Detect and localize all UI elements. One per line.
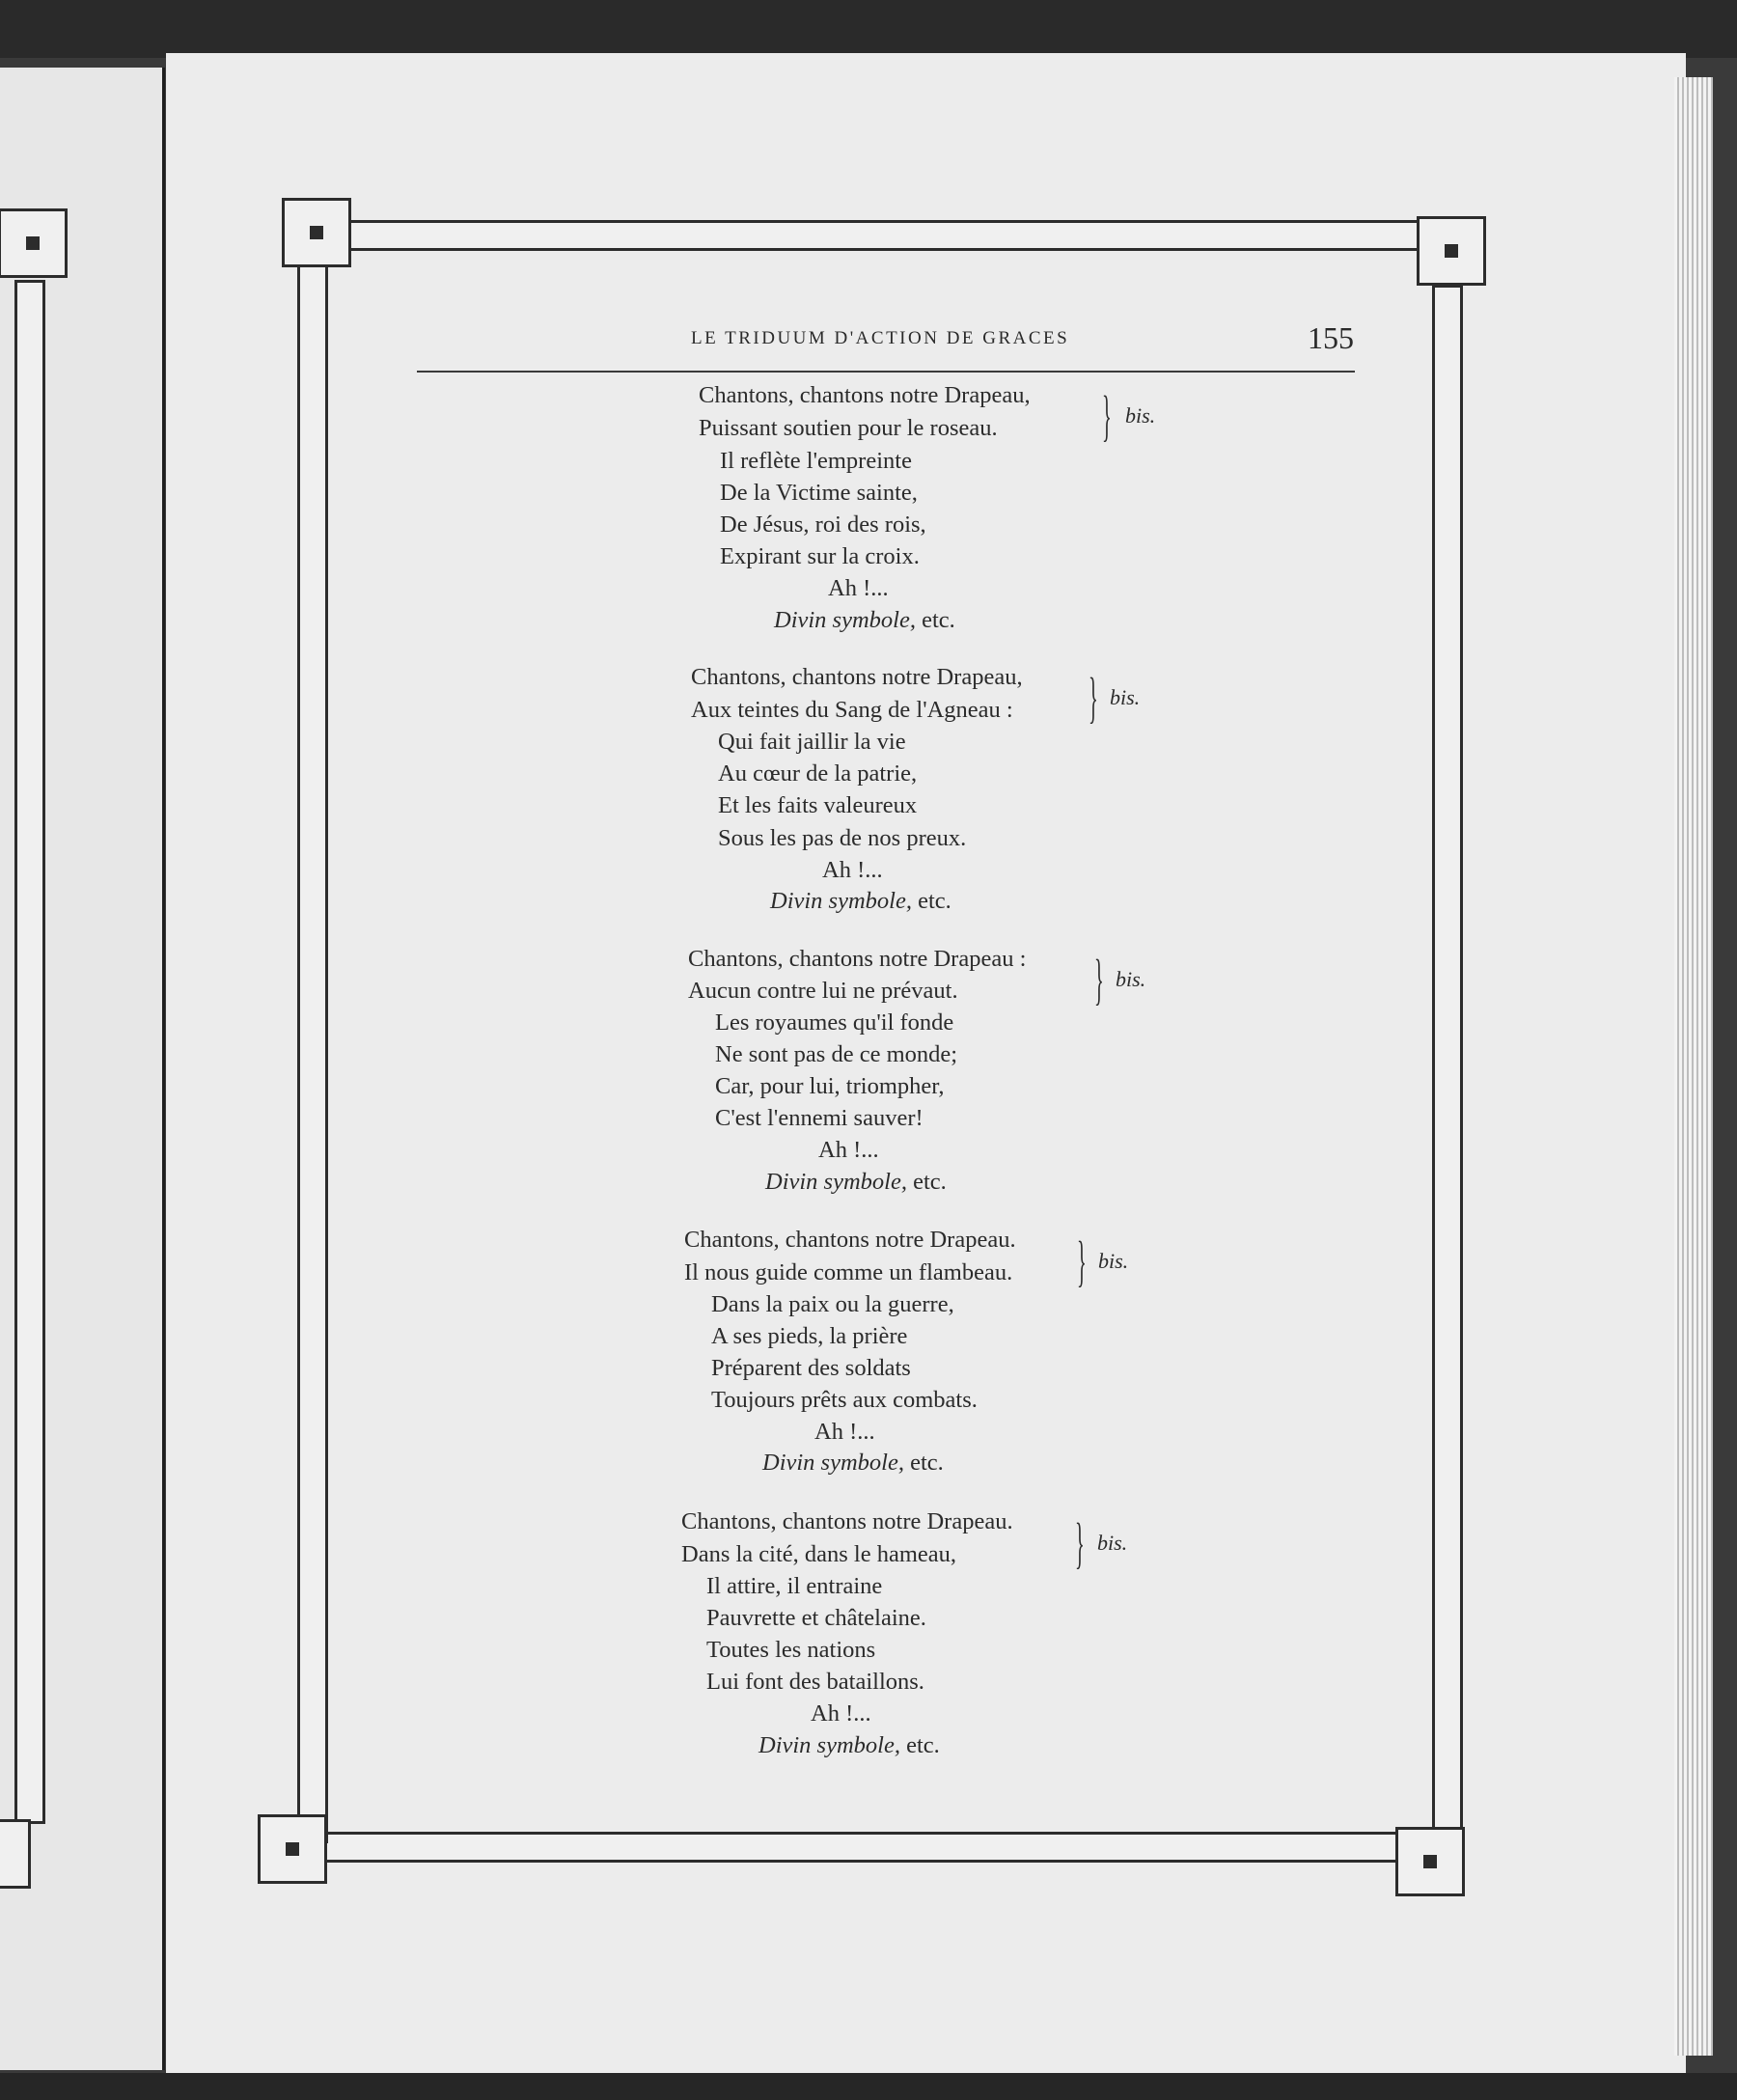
verse-line: Dans la paix ou la guerre, [711,1291,954,1317]
verse-line: Au cœur de la patrie, [718,760,918,787]
couplet-line: Chantons, chantons notre Drapeau. [681,1508,1013,1534]
exclamation: Ah !... [822,857,883,883]
scan-bottom-band [0,2073,1737,2100]
repeat-brace-icon: } [1102,384,1112,447]
header-rule [417,371,1355,373]
repeat-brace-icon: } [1089,666,1098,729]
verse-line: Car, pour lui, triompher, [715,1073,945,1099]
repeat-marker: bis. [1116,967,1146,991]
exclamation: Ah !... [814,1419,875,1445]
repeat-marker: bis. [1098,1249,1129,1273]
verse-line: Il reflète l'empreinte [720,448,912,474]
refrain-suffix: etc. [918,888,951,914]
verse-line: Préparent des soldats [711,1355,911,1381]
verse-line: Toujours prêts aux combats. [711,1387,978,1413]
repeat-marker: bis. [1097,1531,1128,1555]
repeat-brace-icon: } [1075,1511,1085,1574]
verse-line: Lui font des bataillons. [706,1669,924,1695]
refrain-italic: Divin symbole, [774,607,916,633]
corner-square-icon [1445,244,1458,258]
verse-line: Pauvrette et châtelaine. [706,1605,926,1631]
couplet-line: Aux teintes du Sang de l'Agneau : [691,697,1013,723]
frame-bottom-rail [309,1832,1419,1863]
verse-line: C'est l'ennemi sauver! [715,1105,924,1131]
repeat-brace-icon: } [1094,948,1104,1010]
corner-square-icon [1423,1855,1437,1868]
repeat-marker: bis. [1110,685,1141,709]
refrain-line [770,888,951,915]
frame-corner-bottom-right [1395,1827,1465,1896]
page-number: 155 [1308,320,1354,355]
verse-line: Sous les pas de nos preux. [718,825,967,851]
exclamation: Ah !... [828,575,889,601]
frame-right-rail [1432,285,1463,1838]
verse-line: Et les faits valeureux [718,792,918,818]
couplet-line: Chantons, chantons notre Drapeau, [699,382,1031,408]
couplet-line: Dans la cité, dans le hameau, [681,1541,957,1567]
couplet-line: Chantons, chantons notre Drapeau, [691,664,1023,690]
refrain-suffix: etc. [922,607,955,633]
refrain-italic: Divin symbole, [762,1450,904,1476]
verse-line: Les royaumes qu'il fonde [715,1009,954,1036]
verse-line: Il attire, il entraine [706,1573,883,1599]
repeat-brace-icon: } [1077,1230,1087,1292]
frame-corner-top-left [282,198,351,267]
refrain-italic: Divin symbole, [770,888,912,914]
verse-line: Qui fait jaillir la vie [718,729,906,755]
exclamation: Ah !... [811,1700,871,1727]
couplet-line: Chantons, chantons notre Drapeau. [684,1227,1016,1253]
refrain-italic: Divin symbole, [765,1169,907,1195]
refrain-line [762,1450,944,1477]
corner-square-icon [286,1842,299,1856]
facing-page-corner-ornament [0,208,68,278]
corner-square-icon [26,236,40,250]
page-fore-edge [1674,77,1713,2056]
repeat-marker: bis. [1125,403,1156,428]
corner-square-icon [310,226,323,239]
refrain-suffix: etc. [906,1732,940,1758]
refrain-suffix: etc. [913,1169,947,1195]
couplet-line: Puissant soutien pour le roseau. [699,415,998,441]
frame-corner-top-right [1417,216,1486,286]
running-title: LE TRIDUUM D'ACTION DE GRACES [691,328,1070,348]
verse-line: A ses pieds, la prière [711,1323,908,1349]
frame-left-rail [297,261,328,1843]
couplet-line: Chantons, chantons notre Drapeau : [688,946,1027,972]
facing-page-corner-ornament [0,1819,31,1889]
verse-line: De la Victime sainte, [720,480,918,506]
refrain-line [774,607,955,634]
exclamation: Ah !... [818,1137,879,1163]
refrain-line [765,1169,947,1196]
refrain-suffix: etc. [910,1450,944,1476]
verse-line: Ne sont pas de ce monde; [715,1041,958,1067]
frame-corner-bottom-left [258,1814,327,1884]
refrain-italic: Divin symbole, [758,1732,900,1758]
verse-line: De Jésus, roi des rois, [720,511,926,538]
frame-top-rail [318,220,1428,251]
couplet-line: Aucun contre lui ne prévaut. [688,978,958,1004]
refrain-line [758,1732,940,1759]
verse-line: Expirant sur la croix. [720,543,920,569]
couplet-line: Il nous guide comme un flambeau. [684,1259,1013,1285]
verse-line: Toutes les nations [706,1637,876,1663]
facing-page-border-rail [14,280,45,1824]
scan-top-band [0,0,1737,58]
